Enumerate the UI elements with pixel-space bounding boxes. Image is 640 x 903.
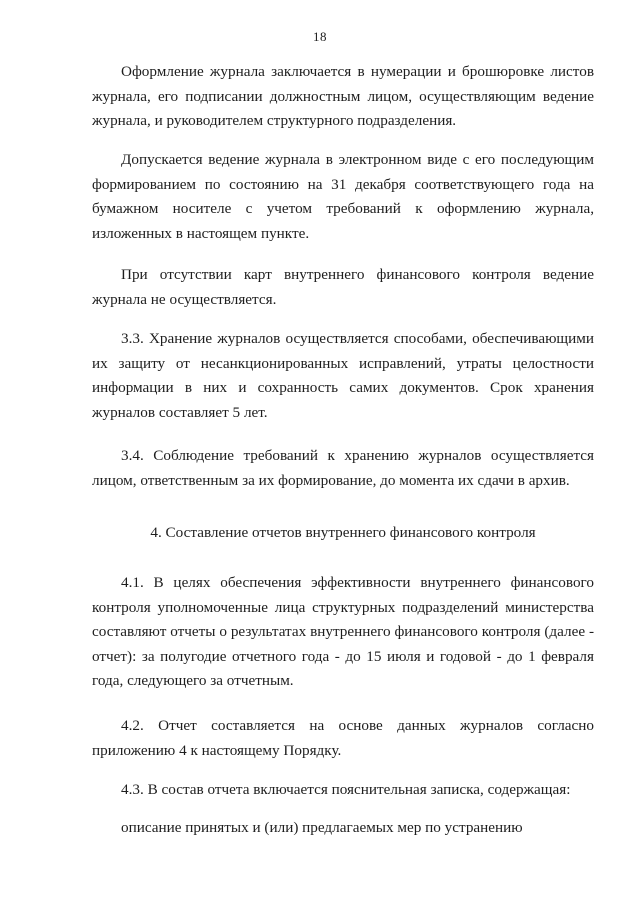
paragraph-4-1-reports-deadlines: 4.1. В целях обеспечения эффективности внутреннего финансового контроля уполномоченные лица структурных подразделений министерства составляют отчеты о результатах внутреннего финансового контроля (далее - отчет): за полугодие отчетного года - до 15 июля и годовой - до 1 февраля года, следующего за отчетным. xyxy=(92,574,594,689)
paragraph-4-2-report-basis: 4.2. Отчет составляется на основе данных журналов согласно приложению 4 к настоящему Порядку. xyxy=(92,717,594,759)
paragraph-3-4-storage-requirements: 3.4. Соблюдение требований к хранению журналов осуществляется лицом, ответственным за их формирование, до момента их сдачи в архив. xyxy=(92,447,594,489)
paragraph-electronic-journal: Допускается ведение журнала в электронном виде с его последующим формированием по состоянию на 31 декабря соответствующего года на бумажном носителе с учетом требований к оформлению журнала, изложенных в настоящем пункте. xyxy=(92,151,594,242)
paragraph-journal-formatting: Оформление журнала заключается в нумерации и брошюровке листов журнала, его подписании должностным лицом, осуществляющим ведение журнала, и руководителем структурного подразделения. xyxy=(92,63,594,129)
section-4-heading: 4. Составление отчетов внутреннего финансового контроля xyxy=(150,524,536,541)
paragraph-4-3-report-contents: 4.3. В состав отчета включается пояснительная записка, содержащая: xyxy=(121,781,571,798)
paragraph-3-3-journal-storage: 3.3. Хранение журналов осуществляется способами, обеспечивающими их защиту от несанкционированных исправлений, утраты целостности информации в них и сохранность самих документов. Срок хранения журналов составляет 5 лет. xyxy=(92,330,594,421)
paragraph-measures-description: описание принятых и (или) предлагаемых мер по устранению xyxy=(121,819,523,836)
page-number: 18 xyxy=(313,29,327,44)
paragraph-no-control-cards: При отсутствии карт внутреннего финансового контроля ведение журнала не осуществляется. xyxy=(92,266,594,308)
